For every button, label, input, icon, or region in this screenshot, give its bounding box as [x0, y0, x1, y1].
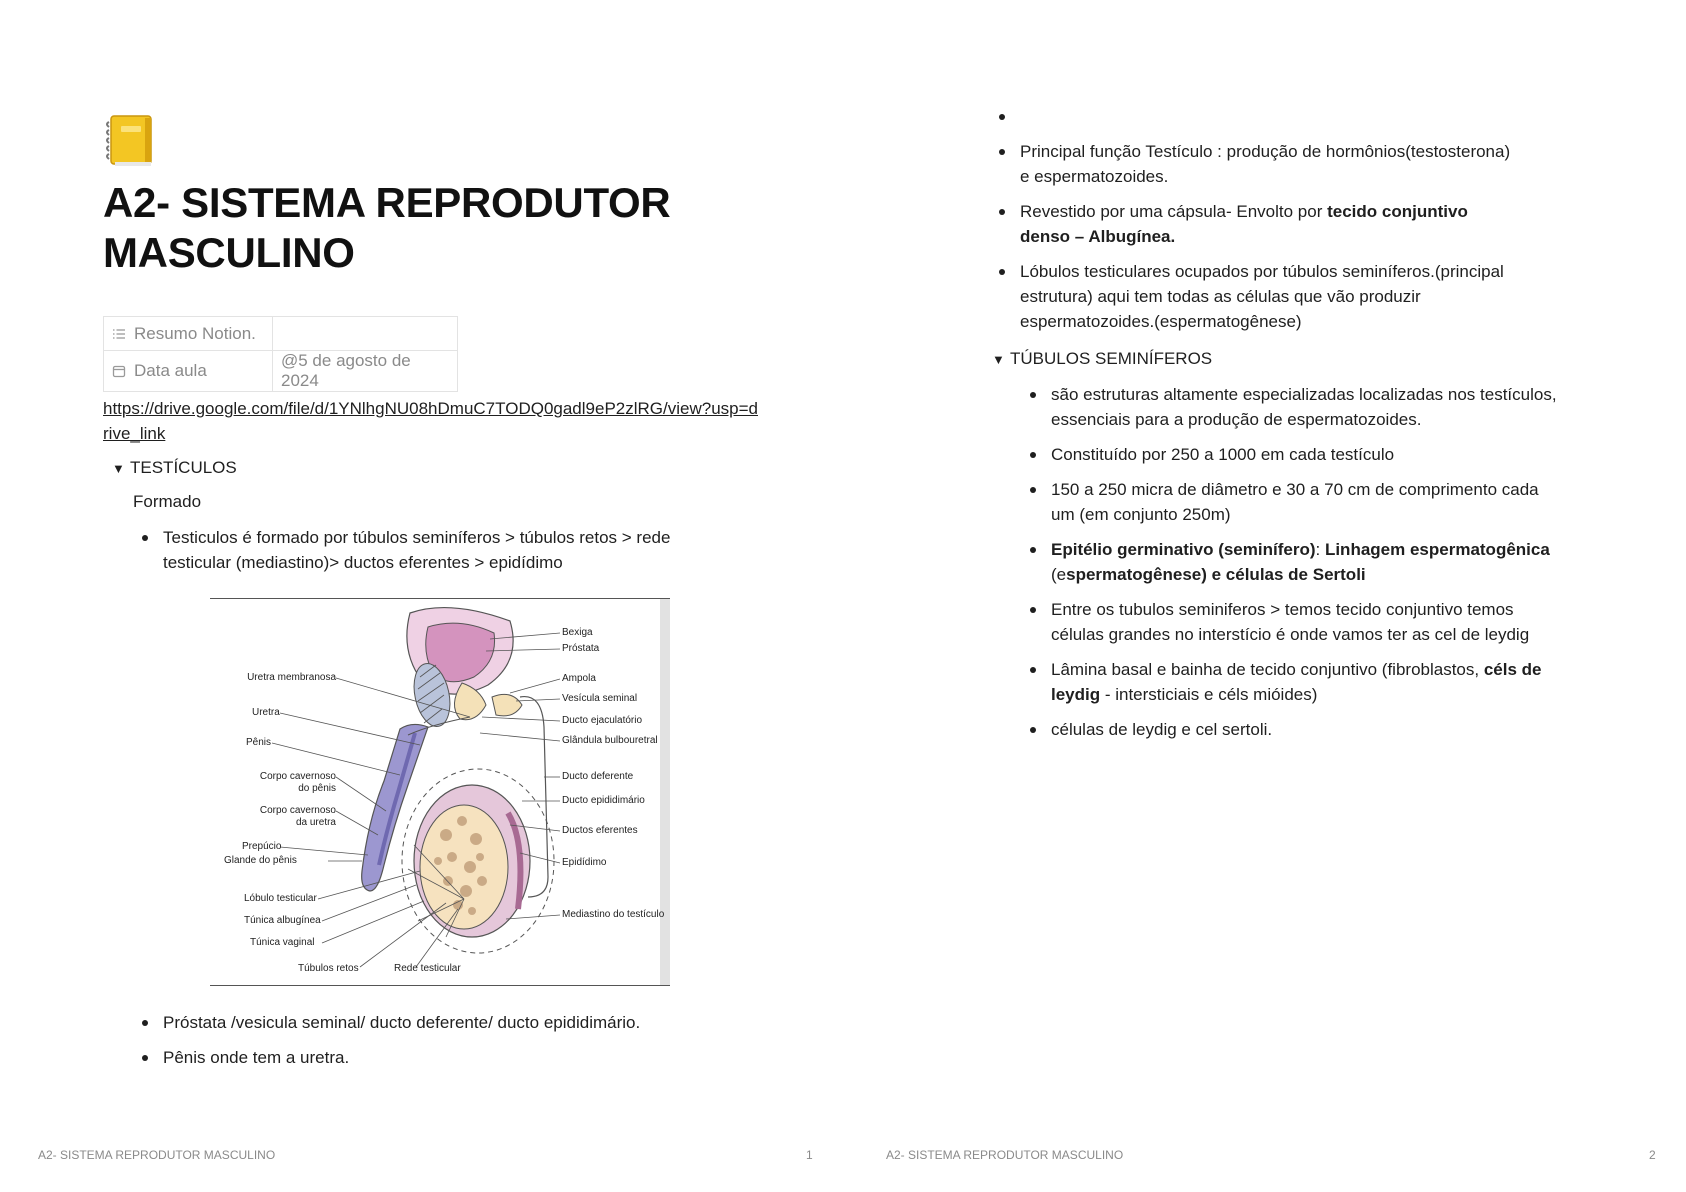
- page-2: [843, 0, 1686, 1192]
- anatomy-diagram: [210, 598, 670, 986]
- footer-page-number: 2: [1649, 1148, 1656, 1162]
- notebook-icon: [103, 112, 159, 168]
- list-item: Testiculos é formado por túbulos seminíferos > túbulos retos > rede testicular (mediastino)> ductos eferentes > epidídimo: [133, 525, 733, 575]
- text: células de leydig e cel sertoli.: [1051, 720, 1273, 739]
- label-corpo-cavernoso-uretra-2: da uretra: [295, 817, 336, 828]
- footer-page-number: 1: [806, 1148, 813, 1162]
- label-ducto-deferente: Ducto deferente: [562, 771, 634, 782]
- properties-table: [103, 316, 458, 392]
- bold-text: céls de leydig: [1051, 660, 1542, 704]
- property-value-date[interactable]: @5 de agosto de 2024: [273, 351, 458, 392]
- label-ampola: Ampola: [562, 673, 596, 684]
- text: Lóbulos testiculares ocupados por túbulos seminíferos.(principal estrutura) aqui tem todas as células que vão produzir espermatozoides.(espermatogênese): [1020, 262, 1504, 331]
- bold-text: Epitélio germinativo (seminífero): [1051, 540, 1316, 559]
- label-bexiga: Bexiga: [562, 627, 593, 638]
- label-uretra: Uretra: [252, 707, 280, 718]
- label-corpo-cavernoso-penis-2: do pênis: [298, 783, 336, 794]
- list-item: [990, 199, 1520, 249]
- label-uretra-membranosa: Uretra membranosa: [247, 672, 336, 683]
- calendar-icon: [112, 363, 126, 377]
- text: Entre os tubulos seminiferos > temos tecido conjuntivo temos células grandes no interstício é onde vamos ter as cel de leydig: [1051, 600, 1530, 644]
- property-row-resumo[interactable]: [104, 317, 458, 351]
- toggle-arrow-icon: ▼: [112, 461, 125, 476]
- label-rede-testicular: Rede testicular: [394, 963, 461, 974]
- diagram-labels-bottom: [210, 599, 670, 985]
- property-row-data-aula[interactable]: [104, 351, 458, 392]
- list-item: [1021, 442, 1561, 467]
- right-bullets: [990, 104, 1520, 344]
- label-prepucio: Prepúcio: [242, 841, 282, 852]
- testiculos-bullets-after: [133, 1010, 733, 1080]
- list-item: [1021, 717, 1561, 742]
- label-penis: Pênis: [246, 737, 272, 748]
- label-mediastino: Mediastino do testículo: [562, 909, 665, 920]
- label-ducto-epididimario: Ducto epididimário: [562, 795, 645, 806]
- label-glandula-bulbouretral: Glândula bulbouretral: [562, 735, 658, 746]
- text: 150 a 250 micra de diâmetro e 30 a 70 cm de comprimento cada um (em conjunto 250m): [1051, 480, 1539, 524]
- list-item: [1021, 597, 1561, 647]
- drive-link[interactable]: https://drive.google.com/file/d/1YNlhgNU08hDmuC7TODQ0gadl9eP2zlRG/view?usp=drive_link: [103, 399, 758, 443]
- list-item: Próstata /vesicula seminal/ ducto deferente/ ducto epididimário.: [133, 1010, 733, 1035]
- tubulos-bullets: [1021, 382, 1561, 752]
- property-name: Resumo Notion.: [134, 323, 256, 343]
- list-item: [990, 259, 1520, 334]
- toggle-heading: TÚBULOS SEMINÍFEROS: [1010, 349, 1213, 368]
- property-value[interactable]: [273, 317, 458, 351]
- text: Lâmina basal e bainha de tecido conjuntivo (fibroblastos,: [1051, 660, 1484, 679]
- label-prostata: Próstata: [562, 643, 600, 654]
- list-item: [990, 139, 1520, 189]
- bold-text: tecido conjuntivo denso – Albugínea.: [1020, 202, 1468, 246]
- toggle-heading: TESTÍCULOS: [130, 458, 237, 477]
- label-tunica-albuginea: Túnica albugínea: [244, 915, 321, 926]
- text: Constituído por 250 a 1000 em cada testículo: [1051, 445, 1395, 464]
- property-name: Data aula: [134, 361, 207, 380]
- list-item: [1021, 382, 1561, 432]
- testiculos-bullets: [133, 525, 733, 585]
- list-item: [990, 104, 1520, 129]
- label-epididimo: Epidídimo: [562, 857, 607, 868]
- label-corpo-cavernoso-penis: Corpo cavernoso: [259, 771, 336, 782]
- list-item: [1021, 477, 1561, 527]
- toggle-arrow-icon: ▼: [992, 352, 1005, 367]
- footer-title: A2- SISTEMA REPRODUTOR MASCULINO: [886, 1148, 1124, 1162]
- label-vesicula-seminal: Vesícula seminal: [562, 693, 638, 704]
- text: (e: [1051, 565, 1067, 584]
- formado-text: Formado: [133, 492, 202, 511]
- label-lobulo: Lóbulo testicular: [244, 893, 317, 904]
- text: Revestido por uma cápsula- Envolto por: [1020, 202, 1328, 221]
- text: - intersticiais e céls mióides): [1100, 685, 1318, 704]
- page-title: A2- SISTEMA REPRODUTOR MASCULINO: [103, 179, 671, 276]
- label-tubulos-retos: Túbulos retos: [298, 963, 359, 974]
- label-tunica-vaginal: Túnica vaginal: [250, 937, 315, 948]
- list-item: [1021, 657, 1561, 707]
- label-ductos-eferentes: Ductos eferentes: [562, 825, 638, 836]
- label-ducto-ejaculatorio: Ducto ejaculatório: [562, 715, 643, 726]
- list-icon: [112, 326, 126, 340]
- list-item: Pênis onde tem a uretra.: [133, 1045, 733, 1070]
- footer-title: A2- SISTEMA REPRODUTOR MASCULINO: [38, 1148, 276, 1162]
- label-glande: Glande do pênis: [224, 855, 297, 866]
- bold-text: Linhagem espermatogênica: [1324, 540, 1550, 559]
- text: :: [1315, 540, 1325, 559]
- toggle-tubulos-seminiferos[interactable]: [992, 347, 1212, 372]
- text: Principal função Testículo : produção de hormônios(testosterona) e espermatozoides.: [1020, 142, 1511, 186]
- label-corpo-cavernoso-uretra: Corpo cavernoso: [259, 805, 336, 816]
- text: são estruturas altamente especializadas localizadas nos testículos, essenciais para a produção de espermatozoides.: [1051, 385, 1557, 429]
- list-item: [1021, 537, 1561, 587]
- toggle-testiculos[interactable]: [112, 456, 237, 481]
- bold-text: spermatogênese) e células de Sertoli: [1066, 565, 1366, 584]
